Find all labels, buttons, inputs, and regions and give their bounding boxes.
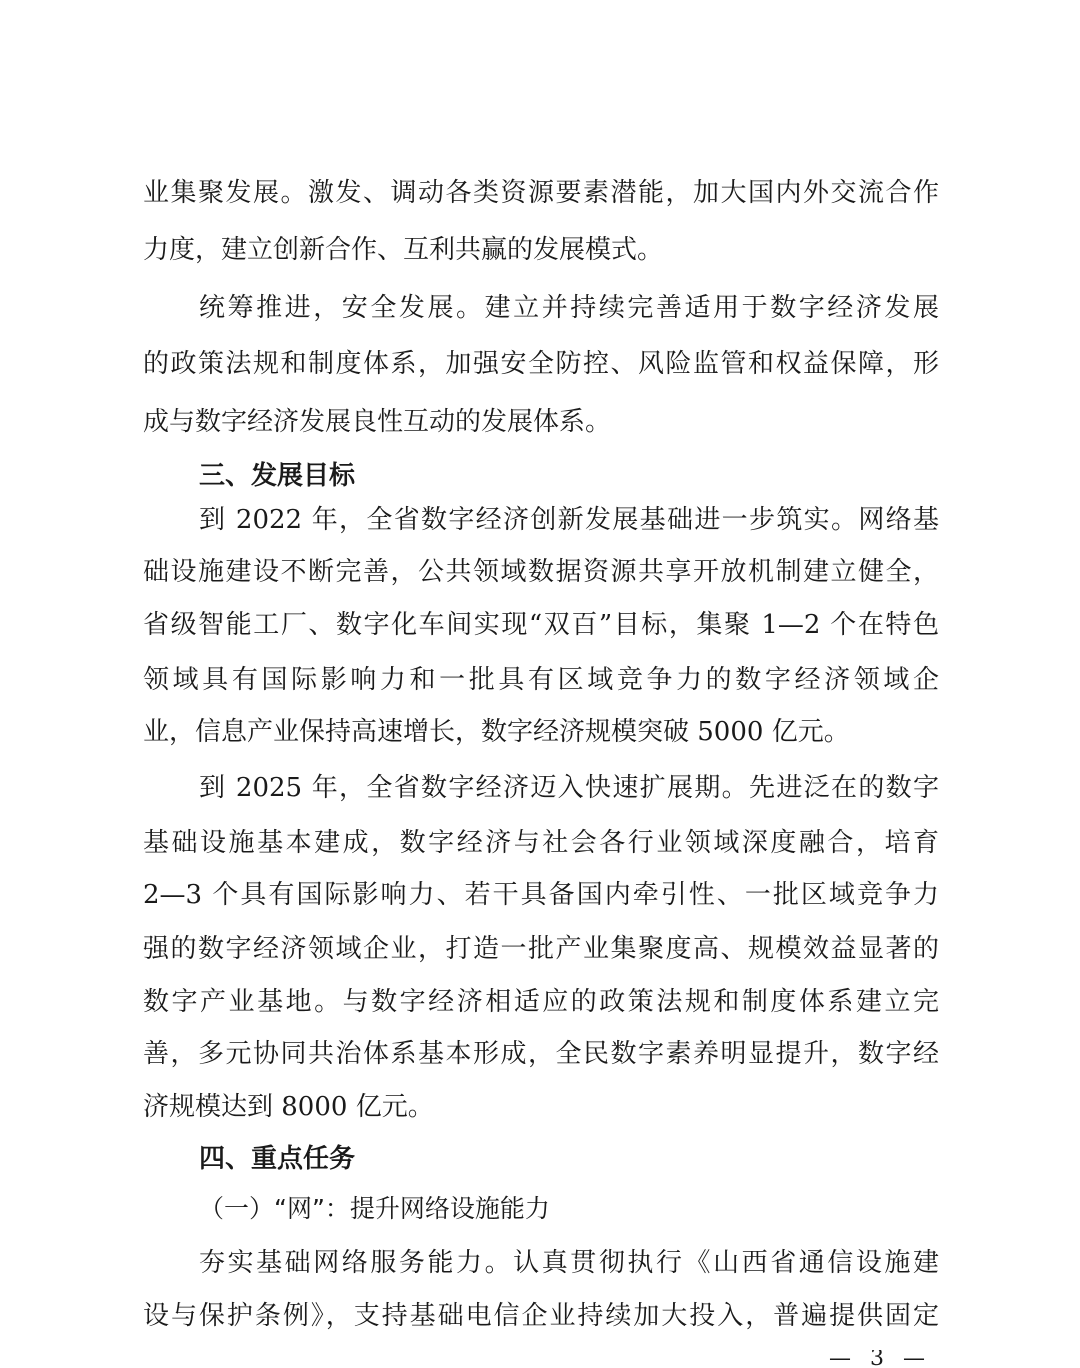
paragraph-line: 的政策法规和制度体系，加强安全防控、风险监管和权益保障，形 [143, 349, 939, 379]
subsection-heading-1: （一）“网”：提升网络设施能力 [199, 1194, 550, 1223]
paragraph-line: 到 2025 年，全省数字经济迈入快速扩展期。先进泛在的数字 [199, 773, 939, 803]
section-heading-3: 三、发展目标 [199, 461, 356, 491]
paragraph-line: 2—3 个具有国际影响力、若干具备国内牵引性、一批区域竞争力 [143, 880, 939, 910]
paragraph-line: 领域具有国际影响力和一批具有区域竞争力的数字经济领域企 [143, 665, 939, 695]
paragraph-line: 统筹推进，安全发展。建立并持续完善适用于数字经济发展 [199, 293, 939, 323]
paragraph-line: 设与保护条例》，支持基础电信企业持续加大投入，普遍提供固定 [143, 1301, 939, 1331]
paragraph-line: 业集聚发展。激发、调动各类资源要素潜能，加大国内外交流合作 [143, 178, 939, 208]
paragraph-line: 业，信息产业保持高速增长，数字经济规模突破 5000 亿元。 [143, 717, 850, 747]
paragraph-line: 到 2022 年，全省数字经济创新发展基础进一步筑实。网络基 [199, 505, 939, 535]
paragraph-line: 基础设施基本建成，数字经济与社会各行业领域深度融合，培育 [143, 828, 939, 858]
paragraph-line: 强的数字经济领域企业，打造一批产业集聚度高、规模效益显著的 [143, 934, 939, 964]
paragraph-line: 济规模达到 8000 亿元。 [143, 1092, 434, 1122]
paragraph-line: 成与数字经济发展良性互动的发展体系。 [143, 407, 612, 437]
section-heading-4: 四、重点任务 [199, 1144, 356, 1174]
paragraph-line: 省级智能工厂、数字化车间实现“双百”目标，集聚 1—2 个在特色 [143, 610, 939, 640]
paragraph-line: 力度，建立创新合作、互利共赢的发展模式。 [143, 235, 664, 265]
page-number: — 3 — [829, 1350, 931, 1368]
paragraph-line: 础设施建设不断完善，公共领域数据资源共享开放机制建立健全， [143, 557, 939, 587]
paragraph-line: 数字产业基地。与数字经济相适应的政策法规和制度体系建立完 [143, 987, 939, 1017]
paragraph-line: 善，多元协同共治体系基本形成，全民数字素养明显提升，数字经 [143, 1039, 939, 1069]
paragraph-line: 夯实基础网络服务能力。认真贯彻执行《山西省通信设施建 [199, 1248, 939, 1278]
